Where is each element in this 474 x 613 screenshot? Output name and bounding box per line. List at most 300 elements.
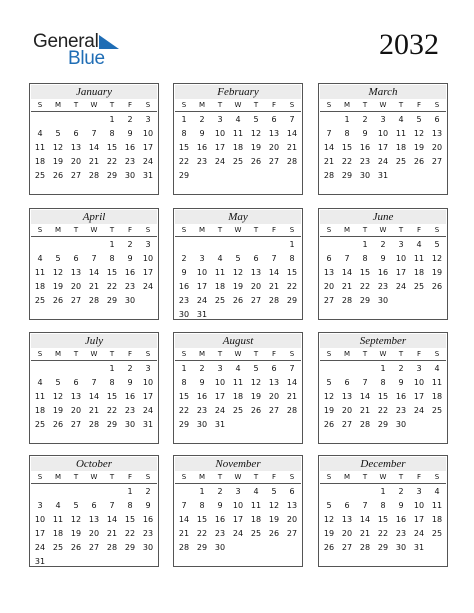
day-cell: 14 [359,392,371,401]
day-cell: 16 [124,392,136,401]
day-cell: 24 [377,157,389,166]
day-cell: 2 [380,240,386,249]
day-cell: 17 [232,515,244,524]
empty-day-cell [85,485,103,499]
day-cell: 20 [431,143,443,152]
day-cell: 5 [55,254,61,263]
day-cell: 26 [250,406,262,415]
day-cell: 15 [359,268,371,277]
day-cell: 27 [250,296,262,305]
day-cell: 11 [34,143,46,152]
day-cell: 10 [142,254,154,263]
day-cell: 1 [109,240,115,249]
day-cell: 27 [286,529,298,538]
day-cell: 25 [250,529,262,538]
weekday-label: S [37,473,43,481]
day-cell: 24 [232,529,244,538]
day-cell: 7 [91,254,97,263]
month-name: August [175,334,301,348]
weekday-label: T [217,350,223,358]
day-cell: 18 [431,515,443,524]
weekday-label: S [37,226,43,234]
weekday-label: M [343,350,351,358]
month-july [29,332,159,444]
day-cell: 15 [106,268,118,277]
day-cell: 17 [142,268,154,277]
days-grid [320,238,447,308]
day-cell: 25 [34,420,46,429]
day-cell: 30 [214,543,226,552]
day-cell: 28 [359,420,371,429]
day-cell: 23 [359,157,371,166]
day-cell: 28 [359,543,371,552]
day-cell: 2 [127,240,133,249]
day-cell: 4 [434,487,440,496]
day-cell: 27 [341,543,353,552]
day-cell: 25 [413,282,425,291]
day-cell: 8 [109,378,115,387]
day-cell: 12 [70,515,82,524]
day-cell: 26 [323,420,335,429]
day-cell: 18 [34,282,46,291]
day-cell: 10 [142,129,154,138]
day-cell: 3 [145,240,151,249]
day-cell: 15 [377,515,389,524]
weekday-header [320,99,447,111]
weekday-label: M [343,101,351,109]
day-cell: 26 [52,420,64,429]
weekday-label: S [289,226,295,234]
day-cell: 24 [196,296,208,305]
day-cell: 10 [395,254,407,263]
day-cell: 19 [250,143,262,152]
day-cell: 16 [395,392,407,401]
month-june [318,208,448,320]
day-cell: 2 [127,364,133,373]
day-cell: 15 [178,143,190,152]
day-cell: 1 [181,364,187,373]
day-cell: 12 [52,143,64,152]
day-cell: 22 [178,157,190,166]
day-cell: 28 [106,543,118,552]
day-cell: 23 [124,157,136,166]
day-cell: 6 [73,129,79,138]
day-cell: 16 [196,392,208,401]
day-cell: 10 [196,268,208,277]
day-cell: 9 [398,378,404,387]
weekday-label: W [234,101,242,109]
month-april [29,208,159,320]
day-cell: 29 [178,420,190,429]
day-cell: 13 [341,392,353,401]
empty-day-cell [211,238,229,252]
day-cell: 10 [413,501,425,510]
day-cell: 1 [380,364,386,373]
day-cell: 9 [217,501,223,510]
day-cell: 28 [341,296,353,305]
day-cell: 9 [362,129,368,138]
weekday-label: T [362,101,368,109]
day-cell: 31 [196,310,208,319]
days-grid [175,362,302,432]
weekday-label: M [198,226,206,234]
weekday-label: W [379,101,387,109]
days-grid [31,113,158,183]
weekday-label: T [73,101,79,109]
day-cell: 12 [250,378,262,387]
day-cell: 17 [413,392,425,401]
weekday-label: W [90,101,98,109]
day-cell: 16 [196,143,208,152]
day-cell: 25 [431,406,443,415]
day-cell: 13 [286,501,298,510]
day-cell: 6 [91,501,97,510]
weekday-header [175,471,302,483]
day-cell: 3 [145,364,151,373]
day-cell: 28 [286,157,298,166]
day-cell: 2 [362,115,368,124]
day-cell: 12 [250,129,262,138]
day-cell: 7 [289,364,295,373]
day-cell: 19 [70,529,82,538]
day-cell: 10 [413,378,425,387]
day-cell: 22 [377,406,389,415]
day-cell: 27 [70,171,82,180]
day-cell: 18 [232,143,244,152]
day-cell: 21 [88,282,100,291]
weekday-label: S [145,101,151,109]
day-cell: 13 [88,515,100,524]
day-cell: 2 [199,115,205,124]
day-cell: 29 [106,171,118,180]
weekday-label: T [362,350,368,358]
day-cell: 31 [214,420,226,429]
weekday-label: T [398,101,404,109]
day-cell: 2 [398,364,404,373]
day-cell: 15 [377,392,389,401]
day-cell: 12 [52,268,64,277]
weekday-header [175,224,302,236]
day-cell: 1 [127,487,133,496]
weekday-label: T [253,101,259,109]
day-cell: 16 [377,268,389,277]
day-cell: 5 [253,115,259,124]
logo [33,32,119,68]
day-cell: 29 [178,171,190,180]
day-cell: 7 [362,378,368,387]
month-name: July [31,334,157,348]
day-cell: 4 [253,487,259,496]
weekday-label: W [90,350,98,358]
day-cell: 18 [214,282,226,291]
weekday-label: W [90,473,98,481]
day-cell: 16 [124,268,136,277]
day-cell: 2 [127,115,133,124]
month-name: April [31,210,157,224]
day-cell: 4 [398,115,404,124]
header-divider [31,483,157,484]
empty-day-cell [265,238,283,252]
day-cell: 6 [253,254,259,263]
header-divider [175,236,301,237]
day-cell: 17 [214,143,226,152]
weekday-label: S [434,226,440,234]
day-cell: 17 [142,392,154,401]
day-cell: 9 [145,501,151,510]
day-cell: 25 [232,406,244,415]
day-cell: 14 [286,129,298,138]
days-grid [320,113,447,183]
weekday-label: S [289,101,295,109]
day-cell: 23 [377,282,389,291]
header-divider [31,111,157,112]
month-name: February [175,85,301,99]
day-cell: 11 [232,129,244,138]
month-december [318,455,448,567]
weekday-label: T [362,226,368,234]
month-november [173,455,303,567]
day-cell: 31 [377,171,389,180]
day-cell: 17 [395,268,407,277]
weekday-label: T [109,101,115,109]
day-cell: 22 [106,282,118,291]
day-cell: 24 [142,282,154,291]
day-cell: 9 [199,378,205,387]
weekday-label: S [289,473,295,481]
month-january [29,83,159,195]
day-cell: 19 [52,157,64,166]
header-divider [175,111,301,112]
day-cell: 25 [34,296,46,305]
day-cell: 7 [271,254,277,263]
header-divider [175,483,301,484]
weekday-label: S [326,350,332,358]
day-cell: 8 [109,129,115,138]
day-cell: 18 [34,157,46,166]
day-cell: 9 [127,129,133,138]
day-cell: 4 [235,364,241,373]
weekday-header [320,348,447,360]
day-cell: 16 [124,143,136,152]
empty-day-cell [320,362,338,376]
day-cell: 19 [52,282,64,291]
day-cell: 23 [178,296,190,305]
day-cell: 19 [413,143,425,152]
day-cell: 25 [214,296,226,305]
day-cell: 16 [142,515,154,524]
weekday-header [320,471,447,483]
day-cell: 22 [196,529,208,538]
day-cell: 20 [70,406,82,415]
weekday-label: F [271,350,277,358]
day-cell: 23 [142,529,154,538]
header-divider [320,111,446,112]
day-cell: 27 [323,296,335,305]
day-cell: 24 [34,543,46,552]
day-cell: 23 [124,282,136,291]
day-cell: 26 [70,543,82,552]
day-cell: 6 [271,364,277,373]
empty-day-cell [356,362,374,376]
empty-day-cell [49,362,67,376]
day-cell: 20 [341,529,353,538]
day-cell: 11 [232,378,244,387]
day-cell: 11 [214,268,226,277]
empty-day-cell [85,238,103,252]
day-cell: 5 [434,240,440,249]
day-cell: 21 [88,406,100,415]
day-cell: 24 [395,282,407,291]
day-cell: 14 [88,143,100,152]
day-cell: 26 [52,171,64,180]
day-cell: 1 [181,115,187,124]
day-cell: 4 [37,129,43,138]
weekday-label: T [253,473,259,481]
day-cell: 5 [271,487,277,496]
day-cell: 29 [106,420,118,429]
day-cell: 3 [217,364,223,373]
weekday-label: S [326,473,332,481]
weekday-label: T [253,226,259,234]
day-cell: 14 [323,143,335,152]
weekday-label: T [217,473,223,481]
weekday-label: M [54,226,62,234]
day-cell: 9 [380,254,386,263]
day-cell: 21 [286,392,298,401]
day-cell: 10 [34,515,46,524]
day-cell: 9 [181,268,187,277]
day-cell: 3 [416,364,422,373]
weekday-label: S [289,350,295,358]
weekday-label: W [234,226,242,234]
weekday-label: T [398,473,404,481]
day-cell: 14 [88,392,100,401]
day-cell: 4 [55,501,61,510]
day-cell: 28 [88,420,100,429]
weekday-header [175,99,302,111]
day-cell: 25 [52,543,64,552]
day-cell: 29 [106,296,118,305]
day-cell: 27 [431,157,443,166]
empty-day-cell [31,238,49,252]
day-cell: 24 [413,529,425,538]
empty-day-cell [67,238,85,252]
weekday-label: T [217,101,223,109]
weekday-label: W [379,226,387,234]
empty-day-cell [67,113,85,127]
day-cell: 18 [52,529,64,538]
day-cell: 5 [235,254,241,263]
day-cell: 26 [323,543,335,552]
day-cell: 4 [217,254,223,263]
day-cell: 20 [250,282,262,291]
day-cell: 27 [268,157,280,166]
empty-day-cell [49,485,67,499]
day-cell: 16 [214,515,226,524]
day-cell: 20 [323,282,335,291]
day-cell: 8 [380,501,386,510]
weekday-label: S [181,350,187,358]
weekday-label: F [127,473,133,481]
day-cell: 23 [196,406,208,415]
weekday-label: T [73,226,79,234]
weekday-label: S [181,226,187,234]
day-cell: 13 [70,143,82,152]
days-grid [320,485,447,555]
day-cell: 6 [271,115,277,124]
month-name: June [320,210,446,224]
month-september [318,332,448,444]
day-cell: 3 [217,115,223,124]
weekday-label: S [181,101,187,109]
day-cell: 8 [181,378,187,387]
day-cell: 26 [431,282,443,291]
day-cell: 19 [232,282,244,291]
day-cell: 27 [341,420,353,429]
weekday-label: F [127,101,133,109]
day-cell: 25 [232,157,244,166]
day-cell: 30 [178,310,190,319]
day-cell: 18 [34,406,46,415]
weekday-label: M [198,101,206,109]
day-cell: 3 [37,501,43,510]
weekday-label: W [90,226,98,234]
day-cell: 22 [106,406,118,415]
day-cell: 26 [232,296,244,305]
day-cell: 23 [395,406,407,415]
day-cell: 6 [289,487,295,496]
weekday-label: F [416,101,422,109]
day-cell: 1 [109,364,115,373]
day-cell: 13 [323,268,335,277]
day-cell: 12 [431,254,443,263]
day-cell: 6 [326,254,332,263]
day-cell: 30 [395,543,407,552]
day-cell: 6 [73,254,79,263]
day-cell: 20 [268,392,280,401]
empty-day-cell [175,238,193,252]
day-cell: 9 [127,378,133,387]
weekday-header [31,99,158,111]
day-cell: 26 [268,529,280,538]
month-name: October [31,457,157,471]
month-name: September [320,334,446,348]
weekday-label: M [54,473,62,481]
weekday-label: T [109,226,115,234]
weekday-label: T [253,350,259,358]
days-grid [175,485,302,555]
month-march [318,83,448,195]
day-cell: 8 [109,254,115,263]
weekday-label: F [271,473,277,481]
weekday-label: F [416,473,422,481]
day-cell: 1 [344,115,350,124]
day-cell: 5 [55,129,61,138]
day-cell: 30 [395,420,407,429]
day-cell: 27 [88,543,100,552]
day-cell: 17 [214,392,226,401]
day-cell: 26 [52,296,64,305]
calendar-year: 2032 [379,28,439,61]
day-cell: 18 [413,268,425,277]
day-cell: 28 [178,543,190,552]
day-cell: 12 [232,268,244,277]
day-cell: 21 [323,157,335,166]
day-cell: 11 [52,515,64,524]
weekday-label: S [145,350,151,358]
day-cell: 16 [395,515,407,524]
weekday-label: T [217,226,223,234]
